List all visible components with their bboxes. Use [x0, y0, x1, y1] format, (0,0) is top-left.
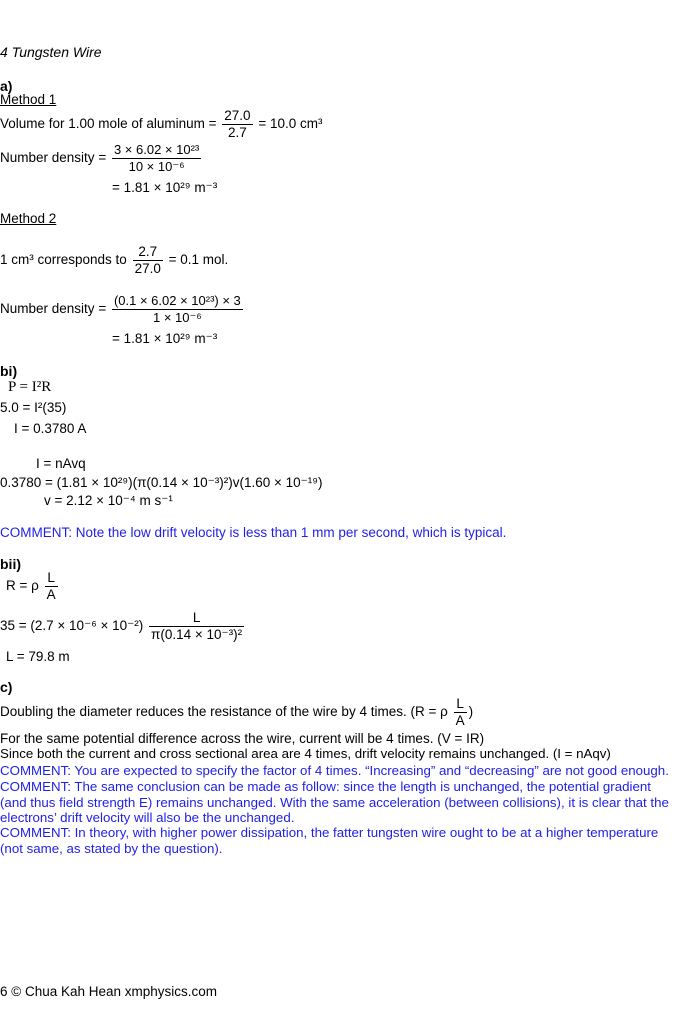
c-line2: For the same potential difference across the wire, current will be 4 times. (V = IR)	[0, 731, 485, 746]
c-line1-denominator: A	[455, 713, 465, 728]
volume-fraction	[222, 108, 252, 141]
page-footer: 6 © Chua Kah Hean xmphysics.com	[0, 984, 218, 999]
bii-eq1-numerator: L	[45, 570, 58, 587]
c-line1	[0, 696, 473, 729]
bii-eq1	[6, 570, 60, 603]
nd2-equation: Number density = $\frac{\text{(0.1 × 6.02 × 10²³) × 3}}{\text{1 × 10⁻⁶}}$	[0, 293, 241, 325]
nd2-numerator: (0.1 × 6.02 × 10²³) × 3	[113, 293, 241, 308]
mol-fraction	[133, 244, 163, 277]
nd1-lhs: Number density	[0, 150, 95, 166]
mol-equation	[0, 244, 228, 277]
part-bii-label: bii)	[0, 556, 21, 572]
method1-heading: Method 1	[0, 92, 57, 107]
bi-eq3: I = 0.3780 A	[14, 421, 87, 436]
mol-denominator: 27.0	[134, 261, 161, 276]
nd2-result: = 1.81 × 10²⁹ m⁻³	[112, 331, 218, 346]
part-a-label: a)	[0, 78, 13, 94]
bii-eq1-denominator: A	[46, 587, 56, 602]
bi-eq1: P = I²R	[8, 379, 52, 395]
volume-result: = 10.0 cm³	[258, 116, 323, 132]
nd1-result: = 1.81 × 10²⁹ m⁻³	[112, 180, 218, 195]
bii-eq2-numerator: L	[149, 610, 244, 627]
part-c-label: c)	[0, 679, 13, 695]
bi-eq2: 5.0 = I²(35)	[0, 400, 67, 415]
bi-eq5: 0.3780 = (1.81 × 10²⁹)(π(0.14 × 10⁻³)²)v(1.60 × 10⁻¹⁹)	[0, 475, 323, 490]
nd2-denominator: 1 × 10⁻⁶	[153, 310, 202, 325]
section-title: 4 Tungsten Wire	[0, 44, 102, 60]
mol-numerator: 2.7	[133, 244, 163, 261]
bii-eq1-fraction	[45, 570, 58, 603]
bii-eq3: L = 79.8 m	[6, 649, 70, 664]
bi-eq4: I = nAvq	[36, 456, 86, 471]
c-line1-text: Doubling the diameter reduces the resistance of the wire by 4 times. (	[0, 704, 415, 720]
method2-heading: Method 2	[0, 211, 57, 226]
c-comment-2: COMMENT: The same conclusion can be made as follow: since the length is unchanged, the potential gradient (and thus field strength E) remains unchanged. With the same acceleration (between collisions), it is clear that the electrons’ drift velocity will also be the unchanged.	[0, 779, 669, 825]
nd1-equation: Number density = $\frac{\text{3 × 6.02 × 10²³}}{\text{10 × 10⁻⁶}}$	[0, 142, 200, 174]
volume-equation: Volume for 1.00 mole of aluminum = $\frac{27.0}{2.7}$ = 10.0 cm³	[0, 108, 323, 140]
c-line3: Since both the current and cross sectional area are 4 times, drift velocity remains unchanged. (I = nAqv)	[0, 746, 611, 761]
nd2-fraction	[112, 293, 243, 326]
bi-eq6: v = 2.12 × 10⁻⁴ m s⁻¹	[44, 493, 173, 508]
c-line1-numerator: L	[454, 696, 467, 713]
volume-lhs: Volume for 1.00 mole of aluminum	[0, 116, 205, 132]
nd1-numerator: 3 × 6.02 × 10²³	[113, 142, 200, 157]
bii-eq2	[0, 610, 246, 643]
bi-comment: COMMENT: Note the low drift velocity is less than 1 mm per second, which is typical.	[0, 525, 507, 540]
bii-eq2-lhs: 35 = (2.7 × 10⁻⁶ × 10⁻²)	[0, 618, 144, 634]
bii-eq2-denominator: π(0.14 × 10⁻³)²	[151, 627, 243, 642]
part-bi-label: bi)	[0, 363, 18, 379]
nd1-fraction	[112, 142, 201, 175]
mol-result: = 0.1 mol.	[168, 252, 229, 268]
bii-eq1-lhs: R = ρ	[6, 578, 39, 594]
nd1-denominator: 10 × 10⁻⁶	[128, 159, 185, 174]
c-line1-formula: R = ρ	[414, 704, 448, 720]
volume-numerator: 27.0	[224, 108, 251, 123]
volume-denominator: 2.7	[228, 125, 247, 140]
c-line1-close: )	[468, 704, 474, 720]
bii-eq2-fraction	[149, 610, 244, 643]
c-comment-3: COMMENT: In theory, with higher power dissipation, the fatter tungsten wire ought to be at a higher temperature (not same, as stated by the question).	[0, 825, 659, 856]
c-comment-1: COMMENT: You are expected to specify the factor of 4 times. “Increasing” and “decreasing” are not good enough.	[0, 763, 669, 778]
mol-lhs: 1 cm³ corresponds to	[0, 252, 127, 268]
c-line1-fraction	[454, 696, 467, 729]
nd2-lhs: Number density	[0, 301, 95, 317]
